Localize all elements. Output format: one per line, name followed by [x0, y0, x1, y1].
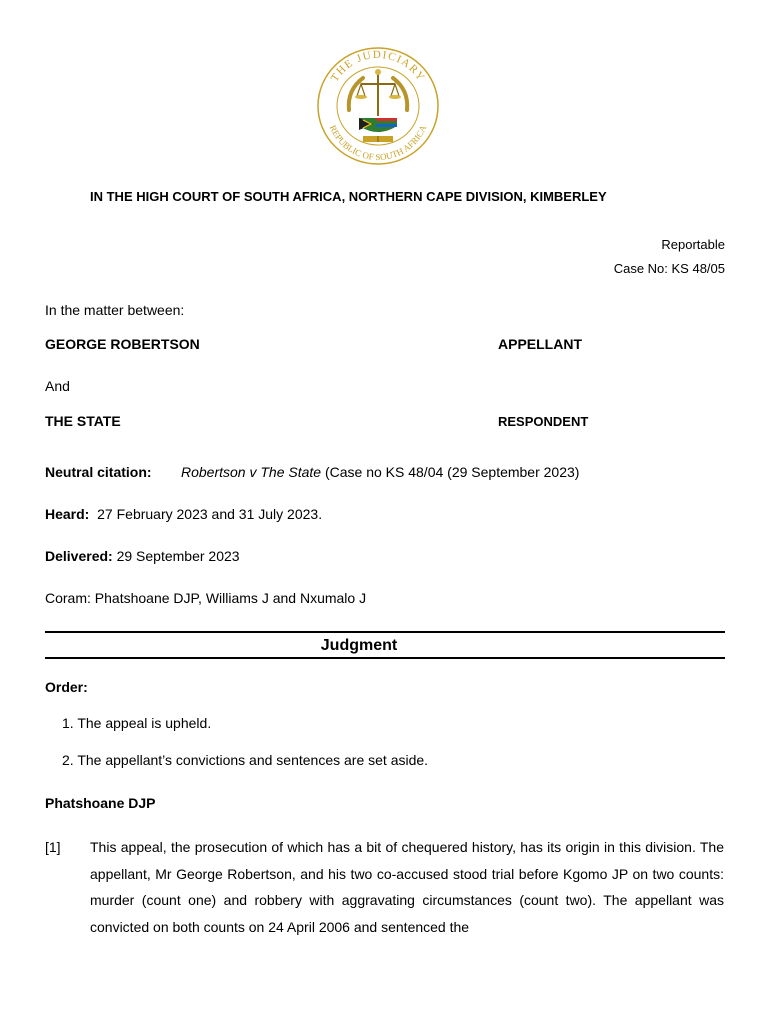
and-text: And — [45, 378, 70, 394]
judiciary-seal — [313, 44, 443, 168]
citation-rest: (Case no KS 48/04 (29 September 2023) — [321, 464, 580, 480]
order-item-number: 2. — [62, 752, 74, 768]
paragraph-number: [1] — [45, 839, 61, 855]
respondent-role: RESPONDENT — [498, 414, 589, 429]
heard-line — [45, 506, 322, 522]
judge-name: Phatshoane DJP — [45, 795, 156, 811]
order-item — [62, 752, 428, 768]
seal-bottom-text: REPUBLIC OF SOUTH AFRICA — [327, 123, 429, 163]
reportable-label: Reportable — [661, 237, 725, 252]
neutral-citation-value — [181, 464, 579, 480]
case-number: Case No: KS 48/05 — [613, 261, 725, 276]
judgment-title: Judgment — [320, 637, 398, 654]
divider-bottom — [45, 657, 725, 659]
case-title: Robertson v The State — [181, 464, 322, 480]
order-label: Order: — [45, 679, 88, 695]
court-heading: IN THE HIGH COURT OF SOUTH AFRICA, NORTHERN CAPE DIVISION, KIMBERLEY — [90, 189, 607, 204]
heard-label: Heard: — [45, 506, 90, 522]
appellant-role: APPELLANT — [498, 336, 582, 352]
divider-top — [45, 631, 725, 633]
order-item-text: The appeal is upheld. — [77, 715, 212, 731]
respondent-name: THE STATE — [45, 413, 121, 429]
judiciary-seal-icon — [313, 44, 443, 168]
seal-top-text: THE JUDICIARY — [328, 48, 428, 84]
appellant-name: GEORGE ROBERTSON — [45, 336, 200, 352]
matter-between: In the matter between: — [45, 302, 185, 318]
order-item — [62, 715, 211, 731]
order-item-number: 1. — [62, 715, 74, 731]
delivered-line — [45, 548, 240, 564]
paragraph-text: This appeal, the prosecution of which has a bit of chequered history, has its origin in this division. The appellant, Mr George Robertson, and his two co-accused stood trial before Kgomo JP on two counts: murder (count one) and robbery with aggravating circumstances (count two). The appellant was convicted on both counts on 24 April 2006 and sentenced the — [90, 839, 724, 935]
coram: Coram: Phatshoane DJP, Williams J and Nxumalo J — [45, 590, 367, 606]
order-item-text: The appellant’s convictions and sentences are set aside. — [77, 752, 429, 768]
delivered-label: Delivered: — [45, 548, 113, 564]
heard-value: 27 February 2023 and 31 July 2023. — [97, 506, 323, 522]
neutral-citation — [45, 464, 152, 480]
delivered-value: 29 September 2023 — [116, 548, 240, 564]
neutral-citation-label: Neutral citation: — [45, 464, 152, 480]
